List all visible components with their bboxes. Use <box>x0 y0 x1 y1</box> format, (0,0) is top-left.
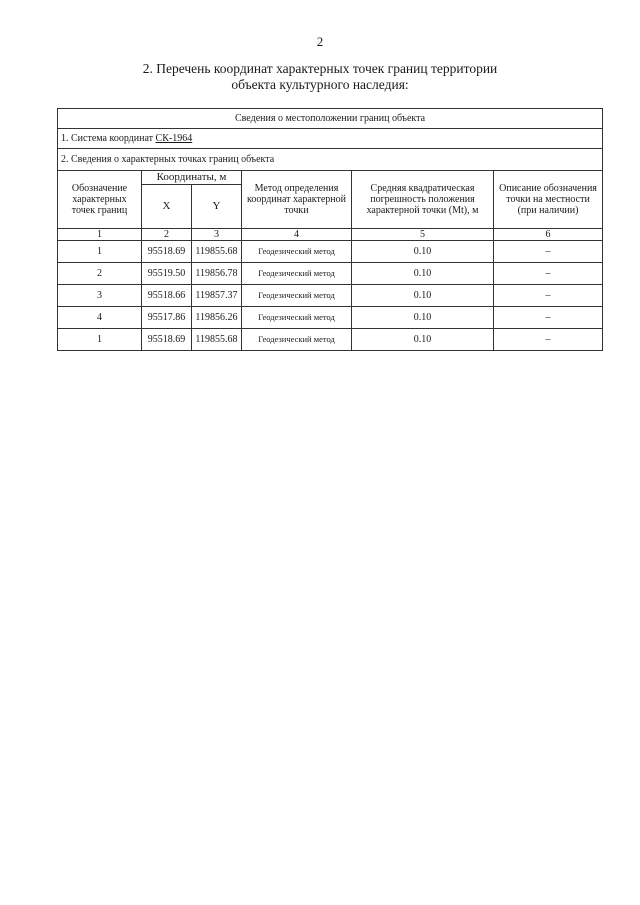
description-cell: – <box>494 329 603 351</box>
x-cell: 95518.66 <box>142 285 192 307</box>
error-cell: 0.10 <box>352 307 494 329</box>
method-cell: Геодезический метод <box>242 307 352 329</box>
table-row <box>58 329 603 351</box>
point-cell: 1 <box>58 329 142 351</box>
x-cell: 95517.86 <box>142 307 192 329</box>
column-number: 6 <box>494 229 603 241</box>
column-number: 2 <box>142 229 192 241</box>
column-header-row-1 <box>58 171 603 185</box>
coord-system-name: СК-1964 <box>155 133 193 144</box>
description-cell: – <box>494 307 603 329</box>
column-number-row <box>58 229 603 241</box>
coord-system-label: 1. Система координат <box>61 133 156 144</box>
point-cell: 3 <box>58 285 142 307</box>
column-number: 4 <box>242 229 352 241</box>
table-main-header: Сведения о местоположении границ объекта <box>58 109 603 129</box>
method-cell: Геодезический метод <box>242 285 352 307</box>
title-line-1: 2. Перечень координат характерных точек границ территории <box>142 61 498 76</box>
table-header-row <box>58 109 603 129</box>
description-cell: – <box>494 285 603 307</box>
error-cell: 0.10 <box>352 329 494 351</box>
coordinates-table <box>57 108 603 351</box>
points-section-cell: 2. Сведения о характерных точках границ объекта <box>58 149 603 171</box>
y-cell: 119855.68 <box>192 329 242 351</box>
column-number: 5 <box>352 229 494 241</box>
description-cell: – <box>494 241 603 263</box>
page-number: 2 <box>316 34 324 49</box>
table-row <box>58 263 603 285</box>
table-row <box>58 307 603 329</box>
x-cell: 95519.50 <box>142 263 192 285</box>
method-cell: Геодезический метод <box>242 263 352 285</box>
point-cell: 2 <box>58 263 142 285</box>
error-cell: 0.10 <box>352 285 494 307</box>
coord-system-row <box>58 129 603 149</box>
table-row <box>58 285 603 307</box>
x-cell: 95518.69 <box>142 329 192 351</box>
point-cell: 1 <box>58 241 142 263</box>
x-cell: 95518.69 <box>142 241 192 263</box>
y-cell: 119857.37 <box>192 285 242 307</box>
coord-system-cell <box>58 129 603 149</box>
points-section-row <box>58 149 603 171</box>
col-coords-header: Координаты, м <box>142 171 242 185</box>
column-number: 1 <box>58 229 142 241</box>
col-error-header: Средняя квадратическая погрешность положения характерной точки (Mt), м <box>352 171 494 229</box>
method-cell: Геодезический метод <box>242 241 352 263</box>
method-cell: Геодезический метод <box>242 329 352 351</box>
error-cell: 0.10 <box>352 241 494 263</box>
column-number: 3 <box>192 229 242 241</box>
col-method-header: Метод определения координат характерной точки <box>242 171 352 229</box>
col-designation-header: Обозначение характерных точек границ <box>58 171 142 229</box>
document-title <box>80 61 560 93</box>
title-line-2: объекта культурного наследия: <box>231 77 409 92</box>
col-description-header: Описание обозначения точки на местности (при наличии) <box>494 171 603 229</box>
error-cell: 0.10 <box>352 263 494 285</box>
y-cell: 119856.78 <box>192 263 242 285</box>
col-y-header: Y <box>192 185 242 229</box>
point-cell: 4 <box>58 307 142 329</box>
col-x-header: X <box>142 185 192 229</box>
table-row <box>58 241 603 263</box>
y-cell: 119856.26 <box>192 307 242 329</box>
description-cell: – <box>494 263 603 285</box>
y-cell: 119855.68 <box>192 241 242 263</box>
